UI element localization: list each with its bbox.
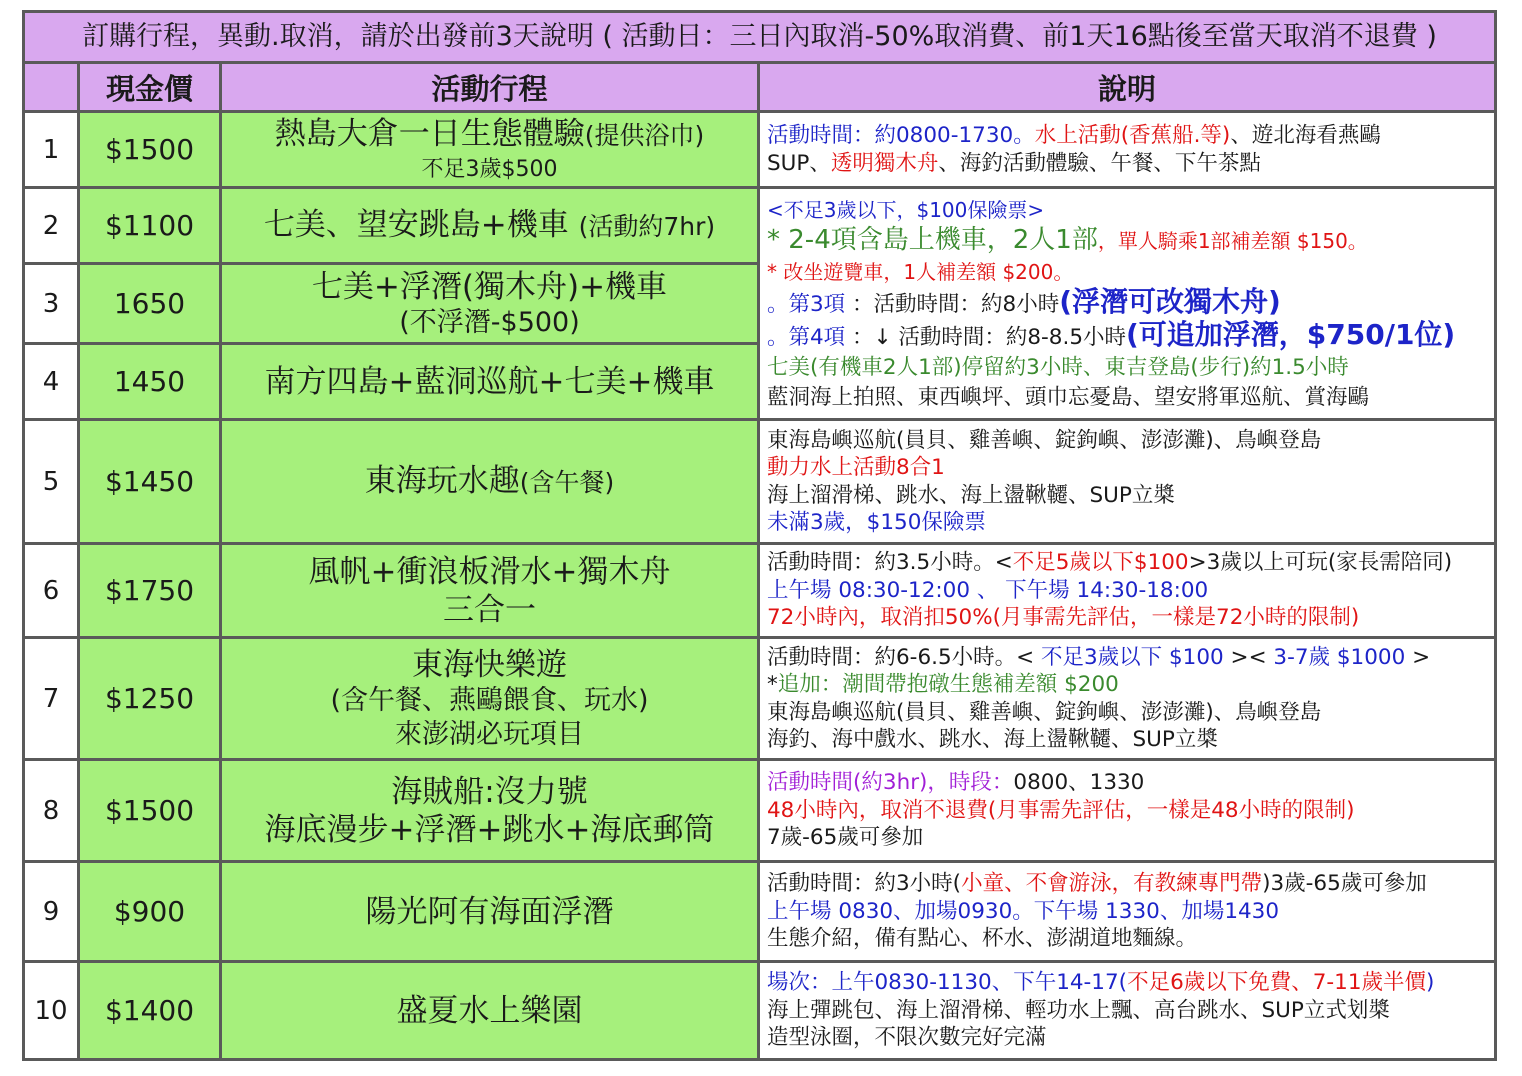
row-number: 1 [24, 112, 79, 188]
table-row [24, 760, 1496, 862]
desc-line: 48小時內，取消不退費(月事需先評估，一樣是48小時的限制) [767, 797, 1355, 823]
desc-text: > [1405, 644, 1431, 670]
activity-title: 風帆+衝浪板滑水+獨木舟 [308, 553, 671, 590]
desc-line: 上午場 0830、加場0930。下午場 1330、加場1430 [767, 898, 1280, 924]
row-price: $1100 [79, 188, 221, 264]
activity-note: (含午餐) [519, 467, 615, 497]
desc-line [767, 644, 1494, 672]
desc-text: ) [1426, 970, 1435, 996]
desc-line: 造型泳圈，不限次數完好完滿 [767, 1025, 1047, 1051]
desc-text: 水上活動(香蕉船.等) [1034, 123, 1231, 148]
row-price: 1450 [79, 344, 221, 420]
desc-text: 、遊北海看燕鷗 [1230, 123, 1381, 148]
row-number: 9 [24, 862, 79, 962]
row-price: $1500 [79, 760, 221, 862]
desc-line: 海釣、海中戲水、跳水、海上盪鞦韆、SUP立槳 [767, 727, 1218, 752]
desc-text: 場次：上午0830-1130、下午14-17( [767, 970, 1128, 996]
row-number: 4 [24, 344, 79, 420]
desc-text: 不足3歲以下 $100 [1040, 644, 1224, 670]
desc-text: * [767, 672, 778, 697]
row-price: $900 [79, 862, 221, 962]
desc-text: 。第3項 [767, 291, 853, 317]
activity-title: 七美、望安跳島+機車 [263, 206, 579, 243]
desc-line [767, 969, 1494, 997]
row-activity [221, 862, 759, 962]
activity-title: 熱島大倉一日生態體驗 [274, 115, 585, 152]
activity-subtitle: (含午餐、燕鷗餵食、玩水) [330, 684, 649, 716]
desc-line [767, 122, 1494, 150]
activity-subtitle: (不浮潛-$500) [399, 306, 580, 338]
table-row [24, 112, 1496, 188]
row-price: $1500 [79, 112, 221, 188]
desc-text: (可追加浮潛，$750/1位) [1126, 317, 1456, 351]
activity-note: (提供浴巾) [584, 120, 705, 150]
desc-line: 上午場 08:30-12:00 、 下午場 14:30-18:00 [767, 577, 1209, 603]
row-price: 1650 [79, 264, 221, 344]
activity-title-line2: 三合一 [443, 591, 536, 628]
row-activity [221, 544, 759, 638]
table-row [24, 420, 1496, 544]
desc-text: )3歲-65歲可參加 [1262, 871, 1427, 897]
desc-line: * 改坐遊覽車，1人補差額 $200。 [767, 259, 1074, 284]
desc-line [767, 284, 1494, 320]
activity-title: 南方四島+藍洞巡航+七美+機車 [264, 363, 715, 400]
desc-text: 透明獨木舟 [830, 150, 939, 176]
desc-text: ：活動時間：約8小時 [852, 291, 1060, 317]
row-description [759, 862, 1496, 962]
desc-text: 追加：潮間帶抱礅生態補差額 $200 [777, 672, 1119, 697]
table-title: 訂購行程，異動.取消，請於出發前3天說明 ( 活動日：三日內取消-50%取消費、前1天16點後至當天取消不退費 ) [24, 12, 1496, 63]
desc-text: SUP、 [767, 150, 831, 176]
row-activity [221, 962, 759, 1060]
activity-title: 盛夏水上樂園 [396, 992, 583, 1029]
desc-line [767, 317, 1494, 353]
activity-title: 海賊船:沒力號 [391, 773, 588, 810]
desc-text: 、海釣活動體驗、午餐、下午茶點 [938, 150, 1261, 176]
desc-text: 小童、不會游泳，有教練專門帶 [961, 871, 1263, 897]
table-row [24, 862, 1496, 962]
activity-note: (活動約7hr) [578, 211, 716, 241]
desc-text: (浮潛可改獨木舟) [1059, 284, 1281, 318]
row-description [759, 112, 1496, 188]
desc-text: 活動時間：約3小時( [767, 871, 962, 897]
table-row [24, 188, 1496, 264]
desc-text: 活動時間(約3hr)，時段： [767, 770, 1014, 796]
activity-title: 七美+浮潛(獨木舟)+機車 [311, 268, 668, 305]
row-price: $1250 [79, 638, 221, 760]
row-activity [221, 344, 759, 420]
activity-title: 東海玩水趣 [364, 462, 520, 499]
desc-line: 藍洞海上拍照、東西嶼坪、頭巾忘憂島、望安將軍巡航、賞海鷗 [767, 384, 1370, 410]
row-description [759, 638, 1496, 760]
row-description [759, 420, 1496, 544]
desc-text: 活動時間：約6-6.5小時。< [767, 644, 1041, 670]
row-activity [221, 188, 759, 264]
desc-line: 72小時內，取消扣50%(月事需先評估，一樣是72小時的限制) [767, 605, 1360, 631]
title-row [24, 12, 1496, 63]
activity-title: 陽光阿有海面浮潛 [365, 893, 614, 930]
row-price: $1750 [79, 544, 221, 638]
row-activity [221, 112, 759, 188]
row-activity [221, 264, 759, 344]
desc-text: 0800、1330 [1013, 770, 1145, 796]
row-number: 5 [24, 420, 79, 544]
desc-text: 活動時間：約0800-1730。 [767, 123, 1035, 148]
row-description [759, 760, 1496, 862]
desc-line: 七美(有機車2人1部)停留約3小時、東吉登島(步行)約1.5小時 [767, 354, 1349, 380]
desc-text: ：↓ 活動時間：約8-8.5小時 [852, 324, 1126, 350]
table-row [24, 962, 1496, 1060]
row-price: $1400 [79, 962, 221, 1060]
activity-title-line2: 海底漫步+浮潛+跳水+海底郵筒 [264, 811, 715, 848]
desc-line: 東海島嶼巡航(員貝、雞善嶼、錠鉤嶼、澎澎灘)、鳥嶼登島 [767, 427, 1322, 453]
header-description: 說明 [759, 63, 1496, 112]
header-num [24, 63, 79, 112]
desc-text: 。第4項 [767, 324, 853, 350]
row-number: 2 [24, 188, 79, 264]
row-number: 3 [24, 264, 79, 344]
desc-line: 生態介紹，備有點心、杯水、澎湖道地麵線。 [767, 926, 1198, 952]
activity-subtitle: 不足3歲$500 [421, 156, 558, 182]
desc-text: >3歲以上可玩(家長需陪同) [1188, 550, 1453, 576]
desc-line: 海上彈跳包、海上溜滑梯、輕功水上飄、高台跳水、SUP立式划槳 [767, 997, 1390, 1023]
activity-subtitle: 來澎湖必玩項目 [395, 718, 584, 750]
table-row [24, 638, 1496, 760]
desc-line: 7歲-65歲可參加 [767, 825, 924, 851]
desc-line [767, 769, 1494, 797]
row-price: $1450 [79, 420, 221, 544]
desc-line: <不足3歲以下，$100保險票> [767, 197, 1045, 222]
row-number: 6 [24, 544, 79, 638]
desc-text: ，單人騎乘1部補差額 $150。 [1097, 228, 1368, 253]
desc-text: 3-7歲 $1000 [1273, 644, 1406, 670]
row-activity [221, 760, 759, 862]
desc-text: * 2-4項含島上機車，2人1部 [767, 224, 1098, 255]
row-number: 7 [24, 638, 79, 760]
merged-description [759, 188, 1496, 420]
desc-line [767, 671, 1494, 699]
row-number: 8 [24, 760, 79, 862]
row-activity [221, 638, 759, 760]
row-activity [221, 420, 759, 544]
desc-line: 海上溜滑梯、跳水、海上盪鞦韆、SUP立槳 [767, 482, 1175, 508]
desc-line [767, 549, 1494, 577]
desc-text: 不足6歲以下免費、7-11歲半價 [1127, 970, 1427, 996]
desc-line [767, 870, 1494, 898]
row-description [759, 962, 1496, 1060]
header-price: 現金價 [79, 63, 221, 112]
header-activity: 活動行程 [221, 63, 759, 112]
desc-text: 不足5歲以下$100 [1012, 550, 1189, 576]
desc-text: 活動時間：約3.5小時。< [767, 550, 1013, 576]
row-number: 10 [24, 962, 79, 1060]
desc-line [767, 225, 1494, 257]
table-row [24, 544, 1496, 638]
row-description [759, 544, 1496, 638]
desc-line: 未滿3歲，$150保險票 [767, 510, 986, 535]
header-row [24, 63, 1496, 112]
desc-line: 東海島嶼巡航(員貝、雞善嶼、錠鉤嶼、澎澎灘)、鳥嶼登島 [767, 699, 1322, 725]
activity-title: 東海快樂遊 [412, 646, 567, 683]
itinerary-table [22, 10, 1497, 1061]
desc-line [767, 150, 1494, 178]
desc-text: >< [1223, 644, 1274, 670]
desc-line: 動力水上活動8合1 [767, 455, 945, 480]
